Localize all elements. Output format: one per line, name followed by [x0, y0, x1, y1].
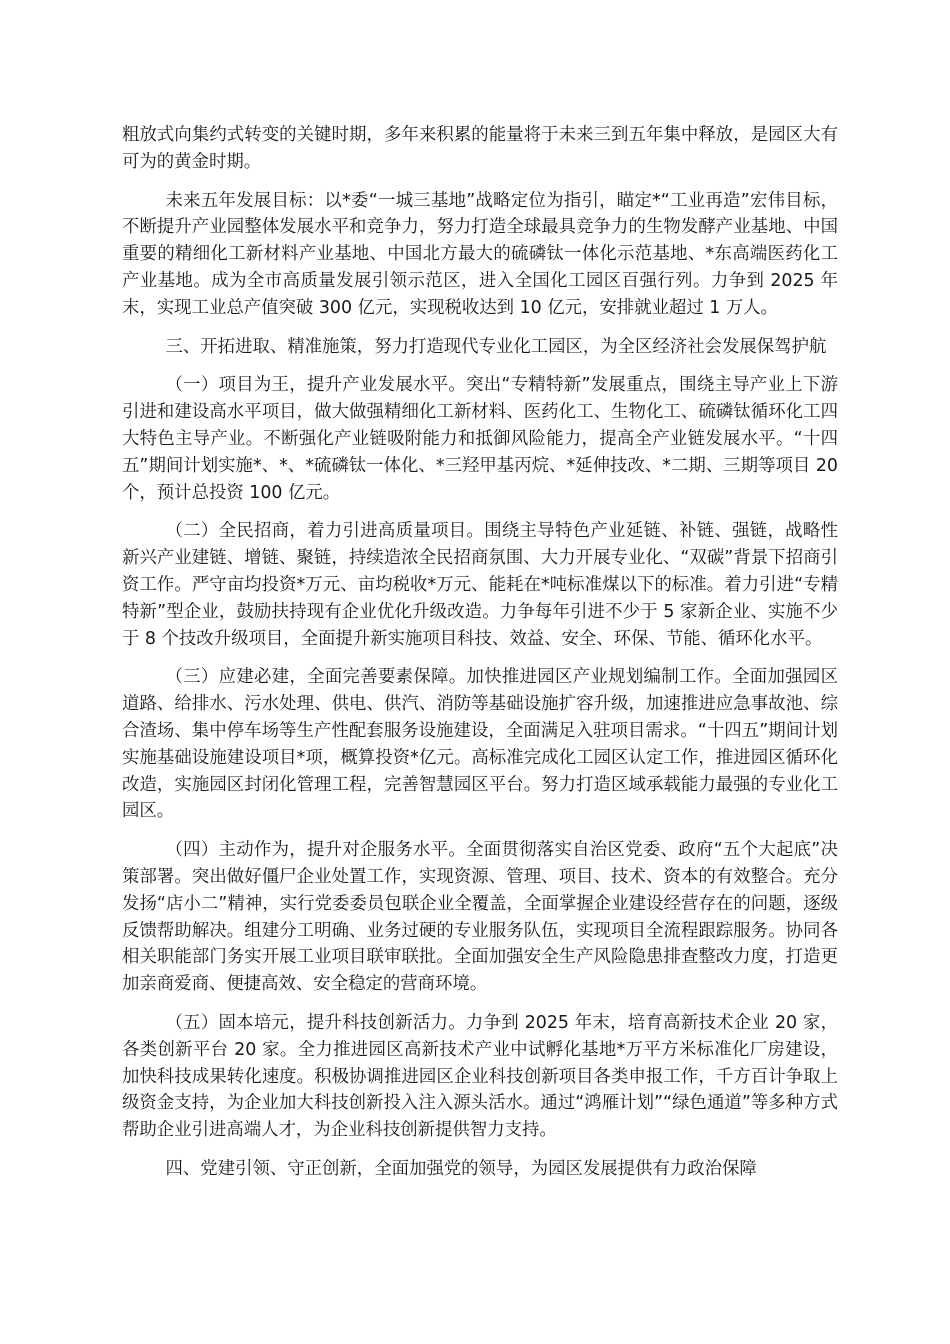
paragraph-item-5: （五）固本培元，提升科技创新活力。力争到 2025 年末，培育高新技术企业 20 家，各类创新平台 20 家。全力推进园区高新技术产业中试孵化基地*万平方米标准化厂房建设，加快科技成果转化速度。积极协调推进园区企业科技创新项目各类申报工作，千方百计争取上级资金支持，为企业加大科技创新投入注入源头活水。通过“鸿雁计划”“绿色通道”等多种方式帮助企业引进高端人才，为企业科技创新提供智力支持。 — [122, 1012, 838, 1141]
paragraph-item-2: （二）全民招商，着力引进高质量项目。围绕主导特色产业延链、补链、强链，战略性新兴产业建链、增链、聚链，持续造浓全民招商氛围、大力开展专业化、“双碳”背景下招商引资工作。严守亩均投资*万元、亩均税收*万元、能耗在*吨标准煤以下的标准。着力引进“专精特新”型企业，鼓励扶持现有企业优化升级改造。力争每年引进不少于 5 家新企业、实施不少于 8 个技改升级项目，全面提升新实施项目科技、效益、安全、环保、节能、循环化水平。 — [122, 521, 838, 649]
paragraph-continuation: 粗放式向集约式转变的关键时期，多年来积累的能量将于未来三到五年集中释放，是园区大有可为的黄金时期。 — [122, 125, 838, 172]
paragraph-item-3: （三）应建必建，全面完善要素保障。加快推进园区产业规划编制工作。全面加强园区道路、给排水、污水处理、供电、供汽、消防等基础设施扩容升级，加速推进应急事故池、综合渣场、集中停车场等生产性配套服务设施建设，全面满足入驻项目需求。“十四五”期间计划实施基础设施建设项目*项，概算投资*亿元。高标准完成化工园区认定工作，推进园区循环化改造，实施园区封闭化管理工程，完善智慧园区平台。努力打造区域承载能力最强的专业化工园区。 — [122, 667, 838, 822]
paragraph-five-year-goal: 未来五年发展目标：以*委“一城三基地”战略定位为指引，瞄定*“工业再造”宏伟目标，不断提升产业园整体发展水平和竞争力，努力打造全球最具竞争力的生物发酵产业基地、中国重要的精细化工新材料产业基地、中国北方最大的硫磷钛一体化示范基地、*东高端医药化工产业基地。成为全市高质量发展引领示范区，进入全国化工园区百强行列。力争到 2025 年末，实现工业总产值突破 300 亿元，实现税收达到 10 亿元，安排就业超过 1 万人。 — [122, 190, 838, 318]
document-body — [122, 122, 838, 1195]
section-heading-3: 三、开拓进取、精准施策，努力打造现代专业化工园区，为全区经济社会发展保驾护航 — [165, 336, 827, 357]
paragraph-item-1: （一）项目为王，提升产业发展水平。突出“专精特新”发展重点，围绕主导产业上下游引进和建设高水平项目，做大做强精细化工新材料、医药化工、生物化工、硫磷钛循环化工四大特色主导产业。不断强化产业链吸附能力和抵御风险能力，提高全产业链发展水平。“十四五”期间计划实施*、*、*硫磷钛一体化、*三羟甲基丙烷、*延伸技改、*二期、三期等项目 20 个，预计总投资 100 亿元。 — [122, 375, 838, 503]
section-heading-4: 四、党建引领、守正创新，全面加强党的领导，为园区发展提供有力政治保障 — [165, 1158, 757, 1179]
paragraph-item-4: （四）主动作为，提升对企服务水平。全面贯彻落实自治区党委、政府“五个大起底”决策部署。突出做好僵尸企业处置工作，实现资源、管理、项目、技术、资本的有效整合。充分发扬“店小二”精神，实行党委委员包联企业全覆盖，全面掌握企业建设经营存在的问题，逐级反馈帮助解决。组建分工明确、业务过硬的专业服务队伍，实现项目全流程跟踪服务。协同各相关职能部门务实开展工业项目联审联批。全面加强安全生产风险隐患排查整改力度，打造更加亲商爱商、便捷高效、安全稳定的营商环境。 — [122, 840, 838, 995]
